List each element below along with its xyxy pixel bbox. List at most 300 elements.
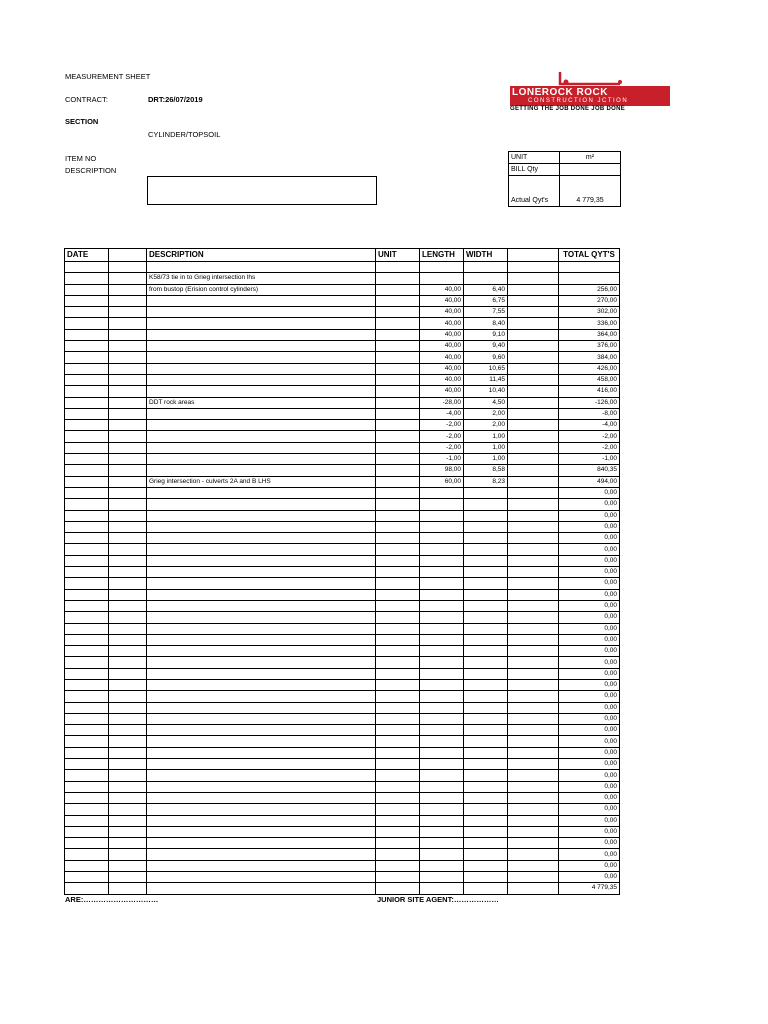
logo-line2: CONSTRUCTION JCTION: [528, 98, 629, 104]
width-cell: [464, 883, 508, 894]
total-cell: 302,00: [559, 307, 620, 318]
unit-cell: [376, 510, 420, 521]
description-cell: [147, 838, 376, 849]
table-row: [65, 567, 620, 578]
measurement-table: [64, 248, 620, 895]
blank-cell: [109, 634, 147, 645]
total-cell: 458,00: [559, 374, 620, 385]
width-cell: [464, 679, 508, 690]
blank-cell: [109, 329, 147, 340]
total-cell: -8,00: [559, 408, 620, 419]
blank-cell: [109, 668, 147, 679]
description-cell: [147, 634, 376, 645]
date-cell: [65, 578, 109, 589]
unit-cell: [376, 849, 420, 860]
unit-cell: [376, 781, 420, 792]
table-row: [65, 860, 620, 871]
spacer-cell: [508, 781, 559, 792]
date-cell: [65, 679, 109, 690]
unit-cell: [376, 612, 420, 623]
total-cell: 0,00: [559, 815, 620, 826]
width-cell: 4,50: [464, 397, 508, 408]
total-cell: 0,00: [559, 634, 620, 645]
spacer-cell: [508, 668, 559, 679]
description-cell: [147, 420, 376, 431]
width-cell: [464, 736, 508, 747]
unit-cell: [376, 295, 420, 306]
date-cell: [65, 442, 109, 453]
blank-cell: [109, 284, 147, 295]
unit-cell: [376, 713, 420, 724]
description-cell: [147, 578, 376, 589]
table-row: [65, 341, 620, 352]
spacer-cell: [508, 804, 559, 815]
length-cell: 40,00: [420, 341, 464, 352]
spacer-cell: [508, 544, 559, 555]
actual-qty-value: 4 779,35: [560, 176, 621, 207]
total-cell: 4 779,35: [559, 883, 620, 894]
blank-cell: [109, 872, 147, 883]
width-cell: [464, 487, 508, 498]
spacer-cell: [508, 600, 559, 611]
contract-value: DRT:26/07/2019: [148, 95, 203, 104]
spacer-cell: [508, 860, 559, 871]
date-cell: [65, 521, 109, 532]
total-cell: 0,00: [559, 702, 620, 713]
width-cell: [464, 589, 508, 600]
unit-cell: [376, 442, 420, 453]
width-cell: 9,10: [464, 329, 508, 340]
table-row: [65, 792, 620, 803]
total-cell: 0,00: [559, 872, 620, 883]
width-cell: 1,00: [464, 454, 508, 465]
width-cell: 6,40: [464, 284, 508, 295]
spacer-cell: [508, 612, 559, 623]
total-cell: 0,00: [559, 544, 620, 555]
spacer-cell: [508, 634, 559, 645]
col-total: TOTAL QYT'S: [559, 249, 620, 262]
table-row: [65, 555, 620, 566]
width-cell: [464, 567, 508, 578]
col-description: DESCRIPTION: [147, 249, 376, 262]
unit-cell: [376, 307, 420, 318]
length-cell: -2,00: [420, 420, 464, 431]
unit-cell: [376, 702, 420, 713]
blank-cell: [109, 860, 147, 871]
table-row: [65, 826, 620, 837]
description-cell: [147, 713, 376, 724]
spacer-cell: [508, 510, 559, 521]
table-header-row: [65, 249, 620, 262]
description-cell: Grieg intersection - culverts 2A and B LHS: [147, 476, 376, 487]
description-cell: [147, 510, 376, 521]
spacer-cell: [508, 341, 559, 352]
unit-cell: [376, 476, 420, 487]
width-cell: 10,65: [464, 363, 508, 374]
length-cell: [420, 657, 464, 668]
blank-cell: [109, 341, 147, 352]
table-row: [65, 838, 620, 849]
width-cell: [464, 691, 508, 702]
date-cell: [65, 295, 109, 306]
date-cell: [65, 838, 109, 849]
blank-cell: [109, 815, 147, 826]
date-cell: [65, 476, 109, 487]
total-cell: 0,00: [559, 646, 620, 657]
junior-site-agent-signature: JUNIOR SITE AGENT:………………: [377, 895, 499, 904]
table-row: [65, 544, 620, 555]
date-cell: [65, 600, 109, 611]
table-row: [65, 623, 620, 634]
blank-cell: [109, 431, 147, 442]
total-cell: 364,00: [559, 329, 620, 340]
blank-cell: [109, 510, 147, 521]
description-cell: [147, 600, 376, 611]
total-cell: 0,00: [559, 747, 620, 758]
description-cell: [147, 408, 376, 419]
blank-cell: [109, 612, 147, 623]
width-cell: [464, 804, 508, 815]
width-cell: [464, 747, 508, 758]
total-cell: 0,00: [559, 849, 620, 860]
blank-cell: [109, 826, 147, 837]
description-cell: [147, 883, 376, 894]
width-cell: 10,40: [464, 386, 508, 397]
unit-cell: [376, 262, 420, 273]
blank-cell: [109, 318, 147, 329]
total-cell: -2,00: [559, 431, 620, 442]
unit-cell: [376, 872, 420, 883]
unit-cell: [376, 273, 420, 284]
total-cell: 840,35: [559, 465, 620, 476]
unit-cell: [376, 567, 420, 578]
width-cell: 2,00: [464, 408, 508, 419]
width-cell: [464, 623, 508, 634]
description-cell: [147, 691, 376, 702]
table-row: [65, 781, 620, 792]
blank-cell: [109, 533, 147, 544]
unit-cell: [376, 826, 420, 837]
blank-cell: [109, 702, 147, 713]
date-cell: [65, 792, 109, 803]
date-cell: [65, 487, 109, 498]
length-cell: [420, 770, 464, 781]
width-cell: [464, 499, 508, 510]
length-cell: 60,00: [420, 476, 464, 487]
blank-cell: [109, 374, 147, 385]
width-cell: 1,00: [464, 431, 508, 442]
description-cell: [147, 567, 376, 578]
date-cell: [65, 374, 109, 385]
date-cell: [65, 872, 109, 883]
unit-value: m²: [560, 152, 621, 164]
width-cell: 8,23: [464, 476, 508, 487]
description-cell: [147, 679, 376, 690]
spacer-cell: [508, 442, 559, 453]
width-cell: 8,40: [464, 318, 508, 329]
table-row: [65, 770, 620, 781]
length-cell: -4,00: [420, 408, 464, 419]
spacer-cell: [508, 476, 559, 487]
description-label: DESCRIPTION: [65, 166, 117, 175]
date-cell: [65, 634, 109, 645]
spacer-cell: [508, 657, 559, 668]
table-row: [65, 657, 620, 668]
date-cell: [65, 352, 109, 363]
date-cell: [65, 567, 109, 578]
total-cell: 0,00: [559, 499, 620, 510]
total-cell: 0,00: [559, 521, 620, 532]
description-cell: [147, 815, 376, 826]
width-cell: [464, 657, 508, 668]
table-row: [65, 691, 620, 702]
col-length: LENGTH: [420, 249, 464, 262]
table-row: [65, 634, 620, 645]
width-cell: [464, 646, 508, 657]
contract-label: CONTRACT:: [65, 95, 108, 104]
blank-cell: [109, 792, 147, 803]
length-cell: [420, 826, 464, 837]
blank-cell: [109, 679, 147, 690]
spacer-cell: [508, 555, 559, 566]
date-cell: [65, 555, 109, 566]
length-cell: [420, 759, 464, 770]
unit-cell: [376, 679, 420, 690]
table-row: [65, 499, 620, 510]
table-row: [65, 747, 620, 758]
spacer-cell: [508, 747, 559, 758]
length-cell: [420, 747, 464, 758]
blank-cell: [109, 307, 147, 318]
blank-cell: [109, 623, 147, 634]
total-cell: 270,00: [559, 295, 620, 306]
description-cell: [147, 341, 376, 352]
blank-cell: [109, 578, 147, 589]
total-cell: 0,00: [559, 792, 620, 803]
logo-crane-icon: [554, 70, 624, 86]
blank-cell: [109, 487, 147, 498]
col-date: DATE: [65, 249, 109, 262]
spacer-cell: [508, 363, 559, 374]
total-cell: 0,00: [559, 578, 620, 589]
unit-cell: [376, 860, 420, 871]
date-cell: [65, 454, 109, 465]
blank-cell: [109, 408, 147, 419]
date-cell: [65, 386, 109, 397]
spacer-cell: [508, 838, 559, 849]
spacer-cell: [508, 499, 559, 510]
width-cell: [464, 759, 508, 770]
length-cell: [420, 713, 464, 724]
date-cell: [65, 770, 109, 781]
total-cell: -1,00: [559, 454, 620, 465]
description-cell: [147, 781, 376, 792]
date-cell: [65, 318, 109, 329]
spacer-cell: [508, 295, 559, 306]
unit-cell: [376, 646, 420, 657]
blank-cell: [109, 521, 147, 532]
total-cell: 0,00: [559, 533, 620, 544]
width-cell: 6,75: [464, 295, 508, 306]
col-blank: [109, 249, 147, 262]
blank-cell: [109, 476, 147, 487]
total-cell: 0,00: [559, 589, 620, 600]
length-cell: [420, 725, 464, 736]
width-cell: 9,40: [464, 341, 508, 352]
width-cell: [464, 600, 508, 611]
date-cell: [65, 691, 109, 702]
length-cell: [420, 612, 464, 623]
width-cell: [464, 555, 508, 566]
width-cell: [464, 634, 508, 645]
description-cell: [147, 544, 376, 555]
date-cell: [65, 815, 109, 826]
total-cell: 0,00: [559, 679, 620, 690]
date-cell: [65, 284, 109, 295]
length-cell: [420, 487, 464, 498]
length-cell: 40,00: [420, 386, 464, 397]
spacer-cell: [508, 318, 559, 329]
description-cell: [147, 431, 376, 442]
spacer-cell: [508, 307, 559, 318]
width-cell: 1,00: [464, 442, 508, 453]
unit-cell: [376, 804, 420, 815]
table-row: [65, 872, 620, 883]
blank-cell: [109, 295, 147, 306]
blank-cell: [109, 442, 147, 453]
width-cell: [464, 838, 508, 849]
unit-cell: [376, 329, 420, 340]
description-cell: K58/73 tie in to Grieg intersection lhs: [147, 273, 376, 284]
spacer-cell: [508, 815, 559, 826]
description-cell: [147, 262, 376, 273]
table-row: [65, 329, 620, 340]
unit-cell: [376, 747, 420, 758]
unit-cell: [376, 578, 420, 589]
width-cell: [464, 612, 508, 623]
unit-cell: [376, 600, 420, 611]
table-row: [65, 521, 620, 532]
unit-cell: [376, 487, 420, 498]
spacer-cell: [508, 702, 559, 713]
total-cell: [559, 262, 620, 273]
total-cell: 0,00: [559, 860, 620, 871]
length-cell: [420, 510, 464, 521]
unit-cell: [376, 408, 420, 419]
description-cell: [147, 487, 376, 498]
description-cell: [147, 657, 376, 668]
description-cell: [147, 318, 376, 329]
unit-cell: [376, 555, 420, 566]
blank-cell: [109, 804, 147, 815]
unit-cell: [376, 691, 420, 702]
blank-cell: [109, 725, 147, 736]
total-cell: -4,00: [559, 420, 620, 431]
col-spacer: [508, 249, 559, 262]
width-cell: [464, 792, 508, 803]
blank-cell: [109, 838, 147, 849]
total-cell: [559, 273, 620, 284]
length-cell: [420, 668, 464, 679]
total-cell: 336,00: [559, 318, 620, 329]
blank-cell: [109, 352, 147, 363]
unit-cell: [376, 363, 420, 374]
table-row: [65, 262, 620, 273]
date-cell: [65, 544, 109, 555]
length-cell: [420, 679, 464, 690]
length-cell: [420, 838, 464, 849]
blank-cell: [109, 465, 147, 476]
bill-qty-value: [560, 164, 621, 176]
spacer-cell: [508, 725, 559, 736]
length-cell: [420, 736, 464, 747]
table-row: [65, 307, 620, 318]
description-cell: [147, 668, 376, 679]
col-width: WIDTH: [464, 249, 508, 262]
date-cell: [65, 262, 109, 273]
description-cell: [147, 533, 376, 544]
total-cell: 0,00: [559, 804, 620, 815]
description-cell: [147, 612, 376, 623]
length-cell: [420, 646, 464, 657]
spacer-cell: [508, 826, 559, 837]
blank-cell: [109, 600, 147, 611]
description-cell: [147, 849, 376, 860]
spacer-cell: [508, 792, 559, 803]
length-cell: [420, 634, 464, 645]
spacer-cell: [508, 872, 559, 883]
description-cell: [147, 702, 376, 713]
unit-cell: [376, 352, 420, 363]
length-cell: [420, 781, 464, 792]
table-row: [65, 318, 620, 329]
spacer-cell: [508, 386, 559, 397]
date-cell: [65, 465, 109, 476]
date-cell: [65, 759, 109, 770]
description-cell: [147, 374, 376, 385]
blank-cell: [109, 567, 147, 578]
spacer-cell: [508, 646, 559, 657]
spacer-cell: [508, 691, 559, 702]
blank-cell: [109, 736, 147, 747]
width-cell: 8,58: [464, 465, 508, 476]
length-cell: [420, 521, 464, 532]
description-cell: [147, 521, 376, 532]
table-row: [65, 431, 620, 442]
description-cell: [147, 736, 376, 747]
actual-qty-label: Actual Qyt's: [509, 176, 560, 207]
description-cell: [147, 363, 376, 374]
spacer-cell: [508, 589, 559, 600]
date-cell: [65, 747, 109, 758]
blank-cell: [109, 363, 147, 374]
item-no-label: ITEM NO: [65, 154, 97, 163]
spacer-cell: [508, 397, 559, 408]
blank-cell: [109, 759, 147, 770]
length-cell: [420, 273, 464, 284]
width-cell: [464, 533, 508, 544]
unit-cell: [376, 589, 420, 600]
width-cell: 7,55: [464, 307, 508, 318]
date-cell: [65, 589, 109, 600]
description-cell: [147, 770, 376, 781]
length-cell: [420, 849, 464, 860]
table-row: [65, 352, 620, 363]
total-cell: 0,00: [559, 781, 620, 792]
unit-cell: [376, 883, 420, 894]
are-signature: ARE:…………………………: [65, 895, 159, 904]
description-cell: [147, 725, 376, 736]
